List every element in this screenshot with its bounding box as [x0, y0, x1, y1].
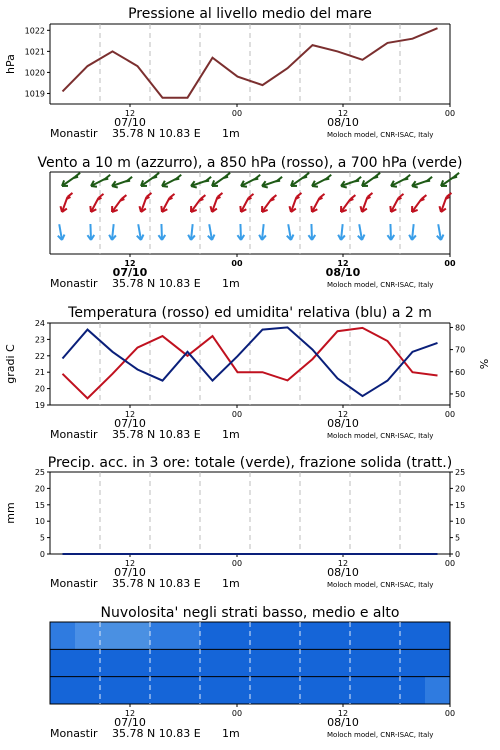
cloud-cell	[350, 677, 376, 704]
time-tick-label: 00	[231, 109, 243, 118]
cloud-cell	[300, 649, 326, 676]
cloud-cell	[300, 622, 326, 649]
footer-altitude: 1m	[222, 428, 240, 441]
footer-model: Moloch model, CNR-ISAC, Italy	[327, 581, 434, 589]
wind-barb-700	[91, 175, 110, 187]
panel-title: Vento a 10 m (azzurro), a 850 hPa (rosso), a 700 hPa (verde)	[37, 155, 463, 171]
wind-barb-10m	[58, 224, 65, 240]
cloud-cell	[225, 677, 251, 704]
wind-barb-700	[391, 175, 410, 187]
time-tick-label: 12	[124, 709, 136, 718]
time-tick-label: 00	[231, 709, 243, 718]
cloud-cell	[425, 622, 451, 649]
wind-barb-700	[212, 173, 230, 186]
time-tick-label: 12	[124, 259, 136, 268]
y-tick-label: 20	[34, 484, 45, 494]
cloud-cell	[400, 649, 426, 676]
wind-barb-850	[361, 193, 373, 212]
wind-barb-10m	[87, 224, 94, 240]
date-label: 08/10	[327, 116, 359, 129]
footer-coords: 35.78 N 10.83 E	[112, 277, 201, 290]
cloud-cell	[200, 622, 226, 649]
cloud-cell	[50, 622, 76, 649]
time-tick-label: 00	[444, 109, 456, 118]
cloud-cell	[425, 649, 451, 676]
cloud-cell	[375, 677, 401, 704]
cloud-cell	[125, 649, 151, 676]
footer-altitude: 1m	[222, 577, 240, 590]
cloud-cell	[300, 677, 326, 704]
y-tick-label: 1020	[24, 68, 45, 78]
y-tick-label: 15	[455, 500, 466, 510]
wind-barb-850	[61, 193, 73, 212]
time-tick-label: 12	[124, 410, 136, 419]
time-tick-label: 00	[444, 709, 456, 718]
cloud-cell	[325, 649, 351, 676]
y-tick-label: 50	[455, 389, 466, 399]
date-label: 07/10	[114, 116, 146, 129]
panel-3	[4, 305, 491, 441]
panel-title: Pressione al livello medio del mare	[128, 6, 372, 22]
date-label: 07/10	[114, 417, 146, 430]
footer-station: Monastir	[50, 127, 98, 140]
panel-1	[4, 6, 455, 140]
cloud-cell	[350, 622, 376, 649]
footer-coords: 35.78 N 10.83 E	[112, 127, 201, 140]
wind-barb-10m	[308, 224, 315, 240]
cloud-cell	[275, 677, 301, 704]
y-tick-label: 1019	[24, 89, 45, 99]
date-label: 08/10	[325, 266, 361, 279]
cloud-cell	[50, 677, 76, 704]
footer-coords: 35.78 N 10.83 E	[112, 727, 201, 740]
y-tick-label: 20	[34, 384, 45, 394]
cloud-cell	[250, 649, 276, 676]
wind-barb-700	[412, 177, 432, 188]
footer-altitude: 1m	[222, 727, 240, 740]
footer-coords: 35.78 N 10.83 E	[112, 577, 201, 590]
time-tick-label: 00	[444, 559, 456, 568]
y-tick-label: 19	[34, 401, 45, 410]
time-tick-label: 12	[124, 559, 136, 568]
y-tick-label: 70	[455, 345, 466, 355]
cloud-cell	[150, 622, 176, 649]
wind-barb-850	[311, 194, 324, 212]
cloud-cell	[200, 649, 226, 676]
cloud-cell	[325, 677, 351, 704]
footer-station: Monastir	[50, 277, 98, 290]
cloud-cell	[425, 677, 451, 704]
wind-barb-10m	[208, 224, 215, 240]
cloud-cell	[175, 677, 201, 704]
wind-barb-850	[211, 193, 223, 212]
wind-barb-700	[312, 175, 331, 187]
y-tick-label: 5	[455, 533, 461, 543]
y-tick-label: 24	[34, 319, 45, 328]
wind-barb-10m	[338, 224, 345, 240]
y-tick-label: 25	[455, 468, 466, 477]
footer-station: Monastir	[50, 727, 98, 740]
footer-station: Monastir	[50, 428, 98, 441]
wind-barb-10m	[237, 224, 244, 240]
cloud-cell	[150, 649, 176, 676]
y-tick-label: 60	[455, 367, 466, 377]
panel-2	[37, 155, 462, 290]
wind-barb-700	[341, 177, 361, 188]
panel-title: Nuvolosita' negli strati basso, medio e alto	[100, 605, 400, 621]
cloud-cell	[175, 649, 201, 676]
cloud-cell	[75, 622, 101, 649]
footer-model: Moloch model, CNR-ISAC, Italy	[327, 432, 434, 440]
footer-coords: 35.78 N 10.83 E	[112, 428, 201, 441]
y-tick-label: 23	[34, 335, 45, 345]
wind-barb-700	[241, 175, 260, 187]
wind-barb-10m	[358, 224, 365, 240]
cloud-cell	[325, 622, 351, 649]
wind-barb-10m	[109, 224, 116, 240]
y-tick-label: 10	[34, 517, 45, 527]
y-tick-label: 15	[34, 500, 45, 510]
y-tick-label: 1021	[24, 47, 45, 57]
cloud-cell	[150, 677, 176, 704]
y-tick-label: 25	[34, 468, 45, 477]
wind-barb-10m	[158, 224, 165, 240]
wind-barb-700	[112, 177, 132, 188]
y-tick-label: 22	[34, 351, 45, 361]
date-label: 08/10	[327, 716, 359, 729]
time-tick-label: 00	[231, 259, 243, 268]
date-label: 07/10	[114, 716, 146, 729]
footer-altitude: 1m	[222, 277, 240, 290]
wind-barb-850	[341, 195, 355, 212]
y-axis-label: hPa	[4, 54, 17, 74]
wind-barb-10m	[409, 224, 416, 240]
cloud-cell	[375, 649, 401, 676]
wind-barb-10m	[437, 224, 444, 240]
wind-barb-10m	[188, 224, 195, 240]
time-tick-label: 00	[444, 410, 456, 419]
panel-5	[50, 605, 455, 740]
date-label: 08/10	[327, 417, 359, 430]
cloud-cell	[400, 622, 426, 649]
time-tick-label: 12	[124, 109, 136, 118]
wind-barb-10m	[287, 224, 294, 240]
time-tick-label: 12	[337, 109, 349, 118]
cloud-cell	[100, 649, 126, 676]
wind-barb-10m	[387, 224, 394, 240]
cloud-cell	[50, 649, 76, 676]
footer-station: Monastir	[50, 577, 98, 590]
cloud-cell	[375, 622, 401, 649]
wind-barb-700	[162, 175, 181, 187]
y-axis-label: gradi C	[4, 344, 17, 384]
date-label: 07/10	[114, 566, 146, 579]
wind-barb-850	[390, 194, 403, 212]
wind-barb-700	[262, 177, 282, 188]
y-tick-label: 0	[39, 550, 45, 559]
date-label: 07/10	[112, 266, 148, 279]
y-tick-label: 5	[39, 533, 45, 543]
cloud-cell	[275, 622, 301, 649]
y-tick-label: 0	[455, 550, 461, 559]
y-axis-label: mm	[4, 502, 17, 524]
cloud-cell	[350, 649, 376, 676]
cloud-cell	[200, 677, 226, 704]
cloud-cell	[250, 622, 276, 649]
time-tick-label: 00	[231, 559, 243, 568]
y-tick-label: 1022	[24, 26, 45, 36]
panel-title: Temperatura (rosso) ed umidita' relativa (blu) a 2 m	[68, 305, 432, 321]
wind-barb-850	[112, 195, 126, 212]
cloud-cell	[225, 649, 251, 676]
footer-model: Moloch model, CNR-ISAC, Italy	[327, 281, 434, 289]
wind-barb-10m	[137, 224, 144, 240]
cloud-cell	[75, 649, 101, 676]
date-label: 08/10	[327, 566, 359, 579]
cloud-cell	[125, 677, 151, 704]
wind-barb-700	[191, 177, 211, 188]
cloud-cell	[125, 622, 151, 649]
cloud-cell	[275, 649, 301, 676]
time-tick-label: 12	[337, 709, 349, 718]
cloud-cell	[75, 677, 101, 704]
cloud-cell	[100, 622, 126, 649]
panel-4	[4, 455, 465, 590]
cloud-cell	[400, 677, 426, 704]
time-tick-label: 12	[337, 410, 349, 419]
wind-barb-700	[362, 173, 380, 186]
wind-barb-850	[240, 194, 253, 212]
cloud-cell	[225, 622, 251, 649]
wind-barb-850	[262, 195, 276, 212]
time-tick-label: 00	[444, 259, 456, 268]
time-tick-label: 12	[337, 259, 349, 268]
wind-barb-10m	[259, 224, 266, 240]
time-tick-label: 12	[337, 559, 349, 568]
footer-model: Moloch model, CNR-ISAC, Italy	[327, 131, 434, 139]
cloud-cell	[100, 677, 126, 704]
panel-title: Precip. acc. in 3 ore: totale (verde), frazione solida (tratt.)	[47, 455, 453, 471]
footer-model: Moloch model, CNR-ISAC, Italy	[327, 731, 434, 739]
cloud-cell	[175, 622, 201, 649]
footer-altitude: 1m	[222, 127, 240, 140]
y-tick-label: 21	[34, 368, 45, 378]
wind-barb-850	[161, 194, 174, 212]
y-axis-label-right: %	[478, 358, 491, 370]
wind-barb-850	[191, 195, 205, 212]
wind-barb-850	[90, 194, 103, 212]
time-tick-label: 00	[231, 410, 243, 419]
wind-barb-850	[412, 195, 426, 212]
cloud-cell	[250, 677, 276, 704]
y-tick-label: 80	[455, 323, 466, 333]
wind-barb-700	[62, 173, 80, 186]
y-tick-label: 10	[455, 517, 466, 527]
y-tick-label: 20	[455, 484, 466, 494]
